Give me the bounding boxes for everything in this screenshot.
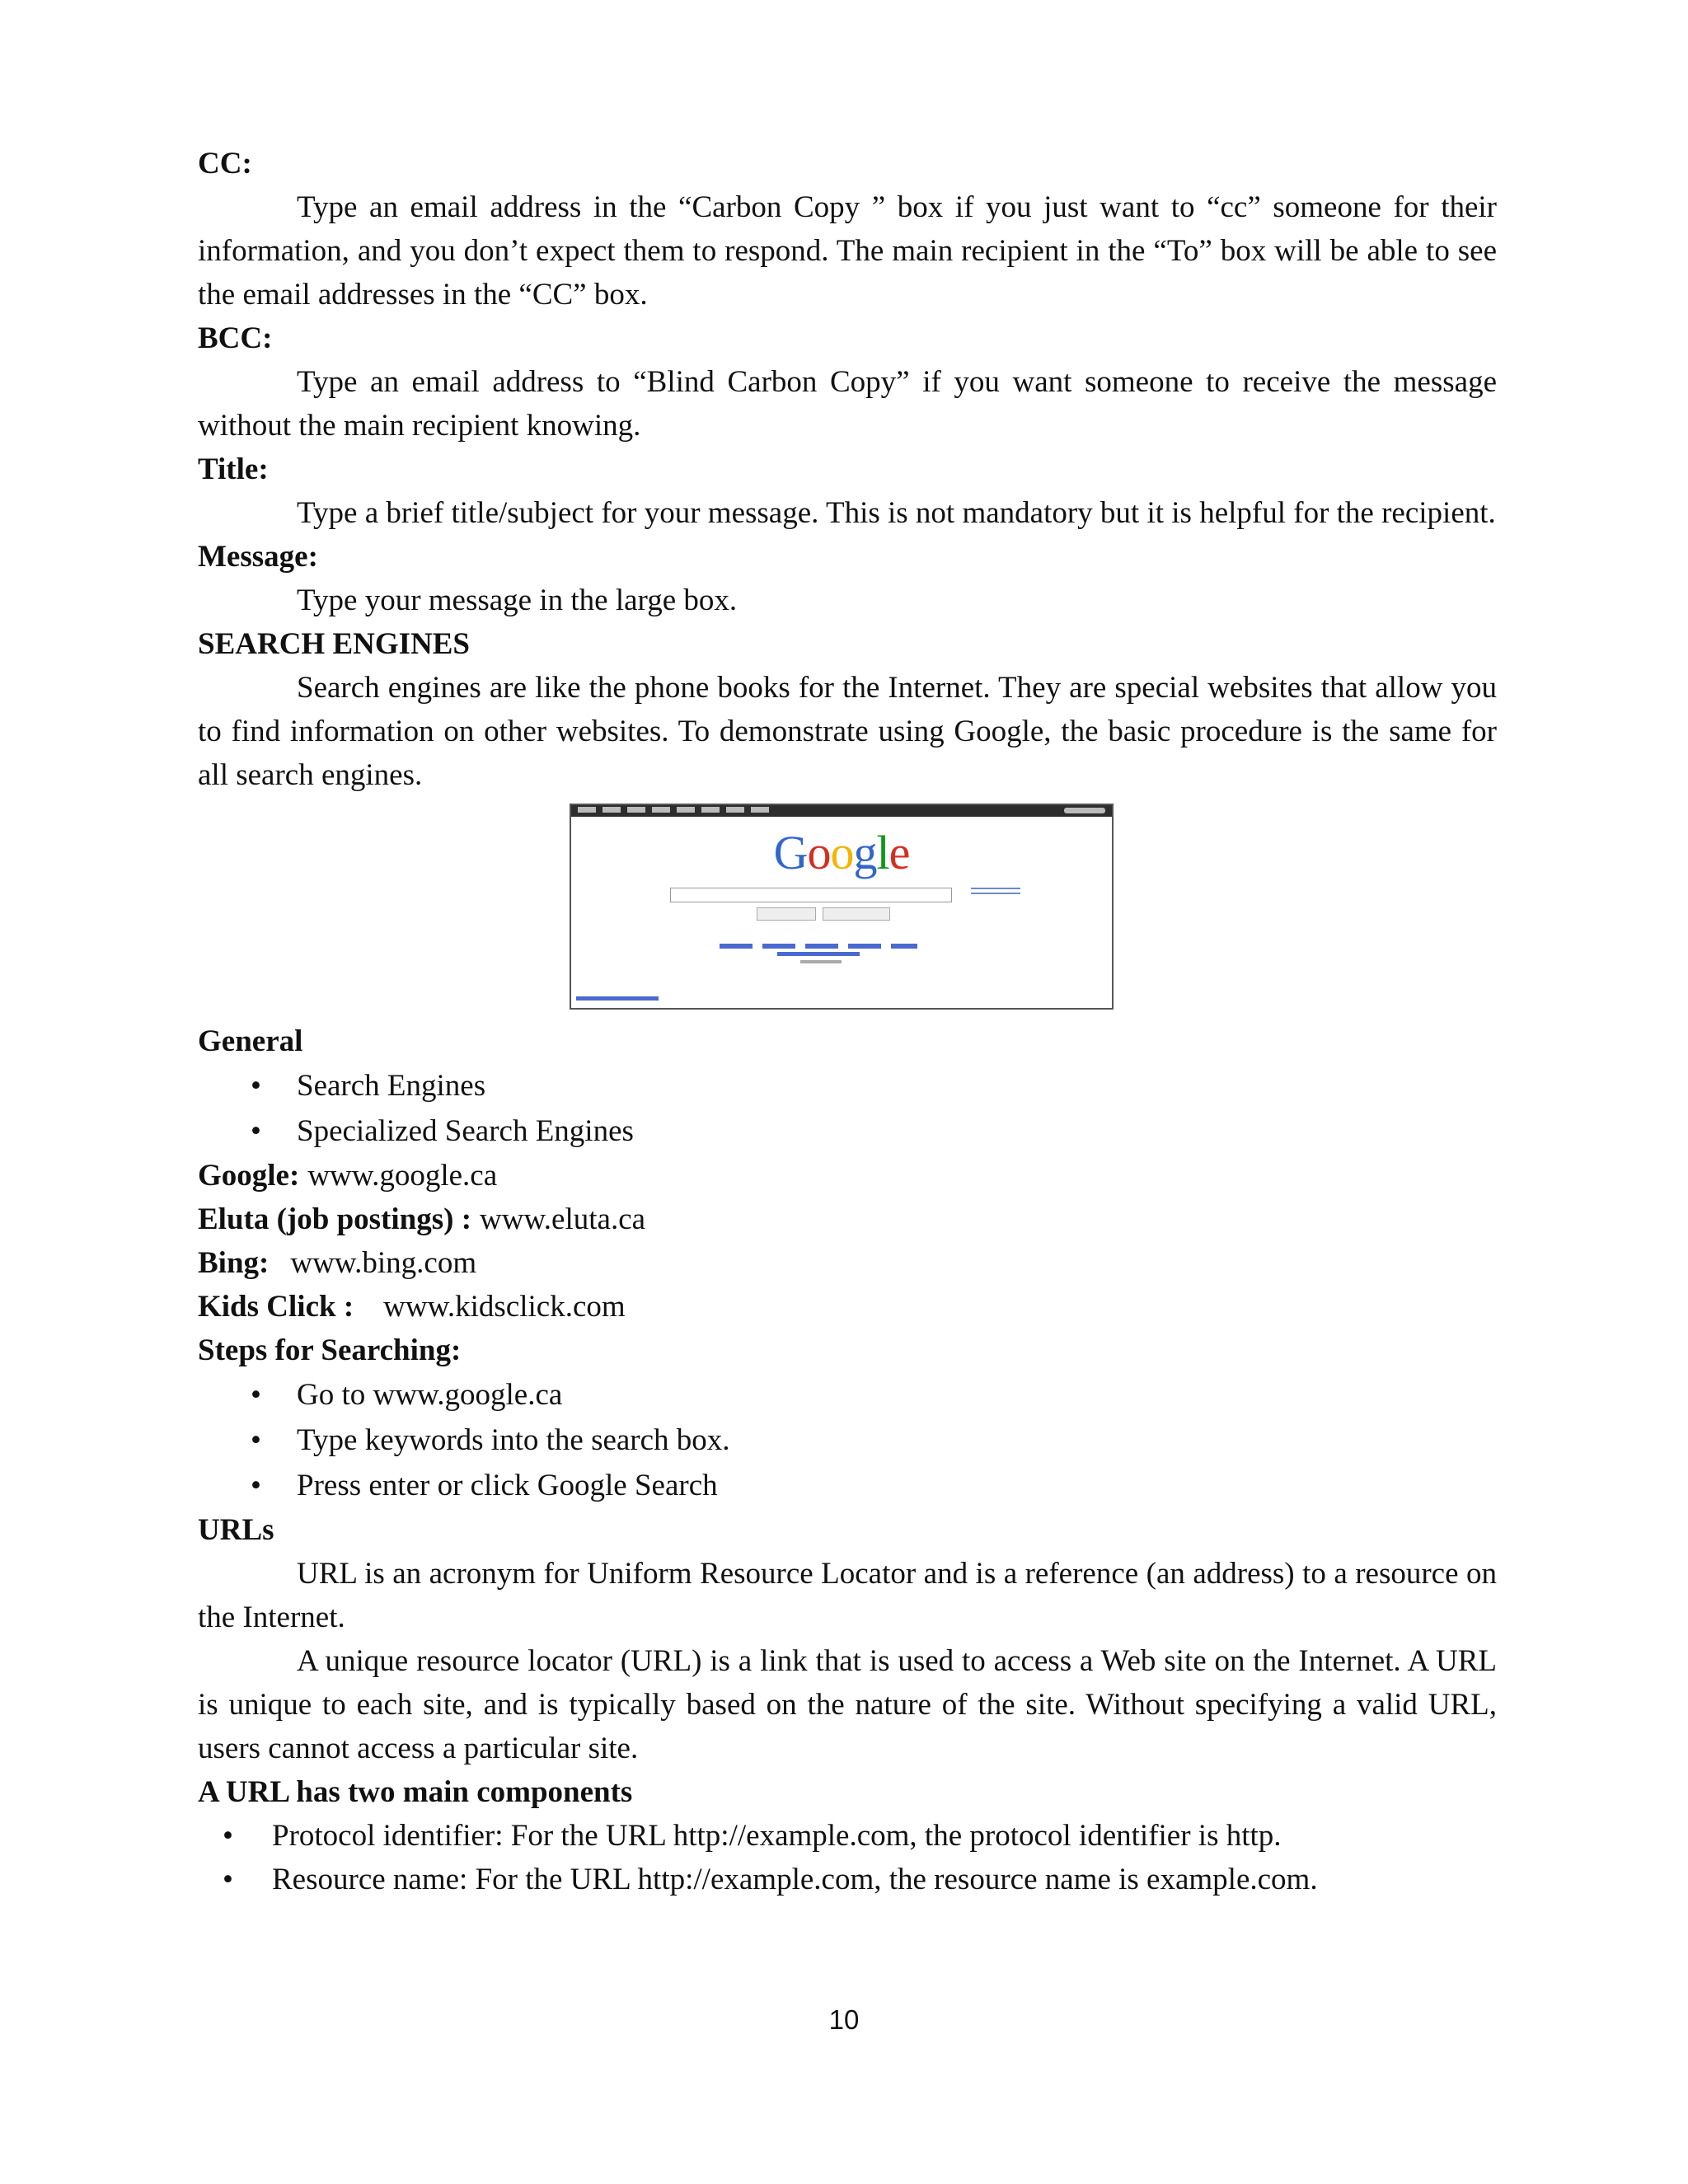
- engine-label: Eluta (job postings) :: [198, 1202, 472, 1236]
- engine-url: www.eluta.ca: [480, 1202, 646, 1236]
- engine-google: [198, 1154, 1497, 1197]
- engine-url: www.google.ca: [307, 1159, 498, 1193]
- title-paragraph: Type a brief title/subject for your message. This is not mandatory but it is helpful for the recipient.: [297, 496, 1496, 530]
- list-item-text: Press enter or click Google Search: [297, 1469, 718, 1502]
- bullet: •: [223, 1863, 233, 1896]
- message-paragraph: Type your message in the large box.: [297, 583, 738, 617]
- urls-paragraph-2: A unique resource locator (URL) is a link that is used to access a Web site on the Internet. A URL is unique to each site, and is typically based on the nature of the site. Without specifying a valid URL, users cannot access a particular site.: [198, 1644, 1497, 1765]
- bullet: •: [251, 1114, 261, 1148]
- list-item-text: Protocol identifier: For the URL http://example.com, the protocol identifier is http.: [272, 1819, 1282, 1853]
- url-components-heading: A URL has two main components: [198, 1775, 633, 1809]
- feeling-lucky-button: [823, 907, 890, 921]
- browser-top-bar: [571, 805, 1112, 817]
- logo-letter: l: [876, 826, 889, 879]
- google-homepage-screenshot: [570, 804, 1114, 1010]
- advanced-search-links: [971, 888, 1020, 898]
- list-item-text: Specialized Search Engines: [297, 1114, 634, 1148]
- message-heading: Message:: [198, 540, 318, 574]
- top-bar-signin: [1064, 808, 1105, 813]
- logo-letter: e: [889, 826, 910, 879]
- list-item: [198, 1063, 1497, 1108]
- list-item-text: Resource name: For the URL http://example.com, the resource name is example.com.: [272, 1863, 1318, 1896]
- logo-letter: o: [807, 826, 831, 879]
- urls-heading: URLs: [198, 1513, 274, 1547]
- page-number: 10: [828, 2004, 860, 2035]
- cc-paragraph: Type an email address in the “Carbon Copy ” box if you just want to “cc” someone for their information, and you don’t expect them to respond. The main recipient in the “To” box will be able to see the email addresses in the “CC” box.: [198, 190, 1497, 312]
- list-item-text: Search Engines: [297, 1069, 486, 1103]
- list-item: [198, 1858, 1497, 1901]
- url-components-list: [198, 1814, 1497, 1901]
- steps-list: [198, 1372, 1497, 1508]
- urls-paragraph-1: URL is an acronym for Uniform Resource Locator and is a reference (an address) to a resource on the Internet.: [198, 1557, 1497, 1634]
- list-item-text: Type keywords into the search box.: [297, 1423, 730, 1457]
- engine-url: www.bing.com: [290, 1246, 477, 1280]
- engine-label: Google:: [198, 1159, 300, 1193]
- engine-kidsclick: [198, 1285, 1497, 1329]
- top-bar-links: [578, 807, 776, 813]
- google-search-button: [757, 907, 816, 921]
- document-page: [198, 142, 1497, 1901]
- list-item: [198, 1814, 1497, 1858]
- google-search-box: [670, 888, 952, 902]
- title-heading: Title:: [198, 452, 269, 486]
- cc-heading: CC:: [198, 147, 252, 180]
- bullet: •: [251, 1469, 261, 1502]
- engine-label: Kids Click :: [198, 1290, 354, 1324]
- engine-url: www.kidsclick.com: [383, 1290, 626, 1324]
- bullet: •: [223, 1819, 233, 1853]
- change-background-link: [576, 996, 659, 1001]
- logo-letter: g: [853, 826, 877, 879]
- general-list: [198, 1063, 1497, 1154]
- engine-eluta: [198, 1197, 1497, 1241]
- bullet: •: [251, 1378, 261, 1412]
- copyright-text: [800, 960, 842, 963]
- list-item: [198, 1108, 1497, 1154]
- logo-letter: G: [773, 826, 808, 879]
- list-item: [198, 1418, 1497, 1463]
- steps-heading: Steps for Searching:: [198, 1333, 462, 1367]
- list-item: [198, 1463, 1497, 1508]
- footer-links: [720, 944, 917, 949]
- logo-letter: o: [830, 826, 854, 879]
- bcc-paragraph: Type an email address to “Blind Carbon Copy” if you want someone to receive the message without the main recipient knowing.: [198, 365, 1497, 443]
- engine-bing: [198, 1241, 1497, 1285]
- general-heading: General: [198, 1024, 303, 1058]
- google-logo: [571, 827, 1112, 879]
- search-engines-paragraph: Search engines are like the phone books for the Internet. They are special websites that allow you to find information on other websites. To demonstrate using Google, the basic procedure is the same for all search engines.: [198, 671, 1497, 792]
- bcc-heading: BCC:: [198, 321, 273, 355]
- footer-link-secondary: [777, 952, 860, 956]
- bullet: •: [251, 1069, 261, 1103]
- engine-label: Bing:: [198, 1246, 270, 1280]
- bullet: •: [251, 1423, 261, 1457]
- list-item: [198, 1372, 1497, 1418]
- search-engines-heading: SEARCH ENGINES: [198, 627, 471, 661]
- list-item-text: Go to www.google.ca: [297, 1378, 563, 1412]
